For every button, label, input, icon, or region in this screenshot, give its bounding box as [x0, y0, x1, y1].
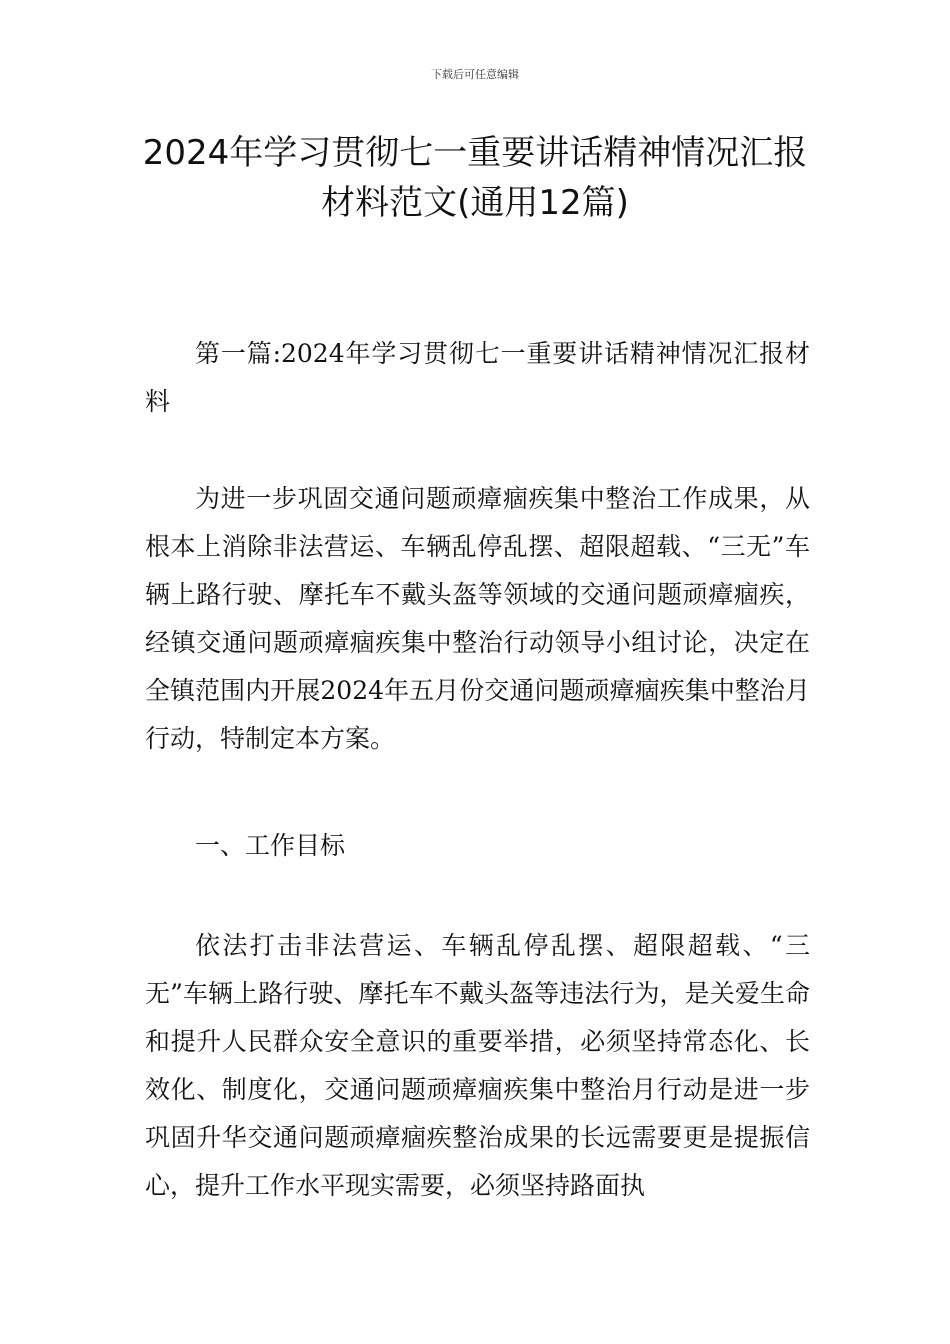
section-heading-goals: 一、工作目标	[195, 831, 346, 860]
body-paragraph-intro: 为进一步巩固交通问题顽瘴痼疾集中整治工作成果，从根本上消除非法营运、车辆乱停乱摆、超限超载、“三无”车辆上路行驶、摩托车不戴头盔等领域的交通问题顽瘴痼疾，经镇交通问题顽瘴痼疾集中整治行动领导小组讨论，决定在全镇范围内开展2024年五月份交通问题顽瘴痼疾集中整治月行动，特制定本方案。	[145, 484, 810, 753]
section-heading-first: 第一篇:2024年学习贯彻七一重要讲话精神情况汇报材料	[145, 339, 810, 416]
body-paragraph-goals: 依法打击非法营运、车辆乱停乱摆、超限超载、“三无”车辆上路行驶、摩托车不戴头盔等违法行为，是关爱生命和提升人民群众安全意识的重要举措，必须坚持常态化、长效化、制度化，交通问题顽瘴痼疾集中整治月行动是进一步巩固升华交通问题顽瘴痼疾整治成果的长远需要更是提振信心，提升工作水平现实需要，必须坚持路面执	[145, 931, 810, 1200]
document-title: 2024年学习贯彻七一重要讲话精神情况汇报材料范文(通用12篇)	[142, 133, 808, 223]
header-note: 下载后可任意编辑	[431, 68, 519, 81]
